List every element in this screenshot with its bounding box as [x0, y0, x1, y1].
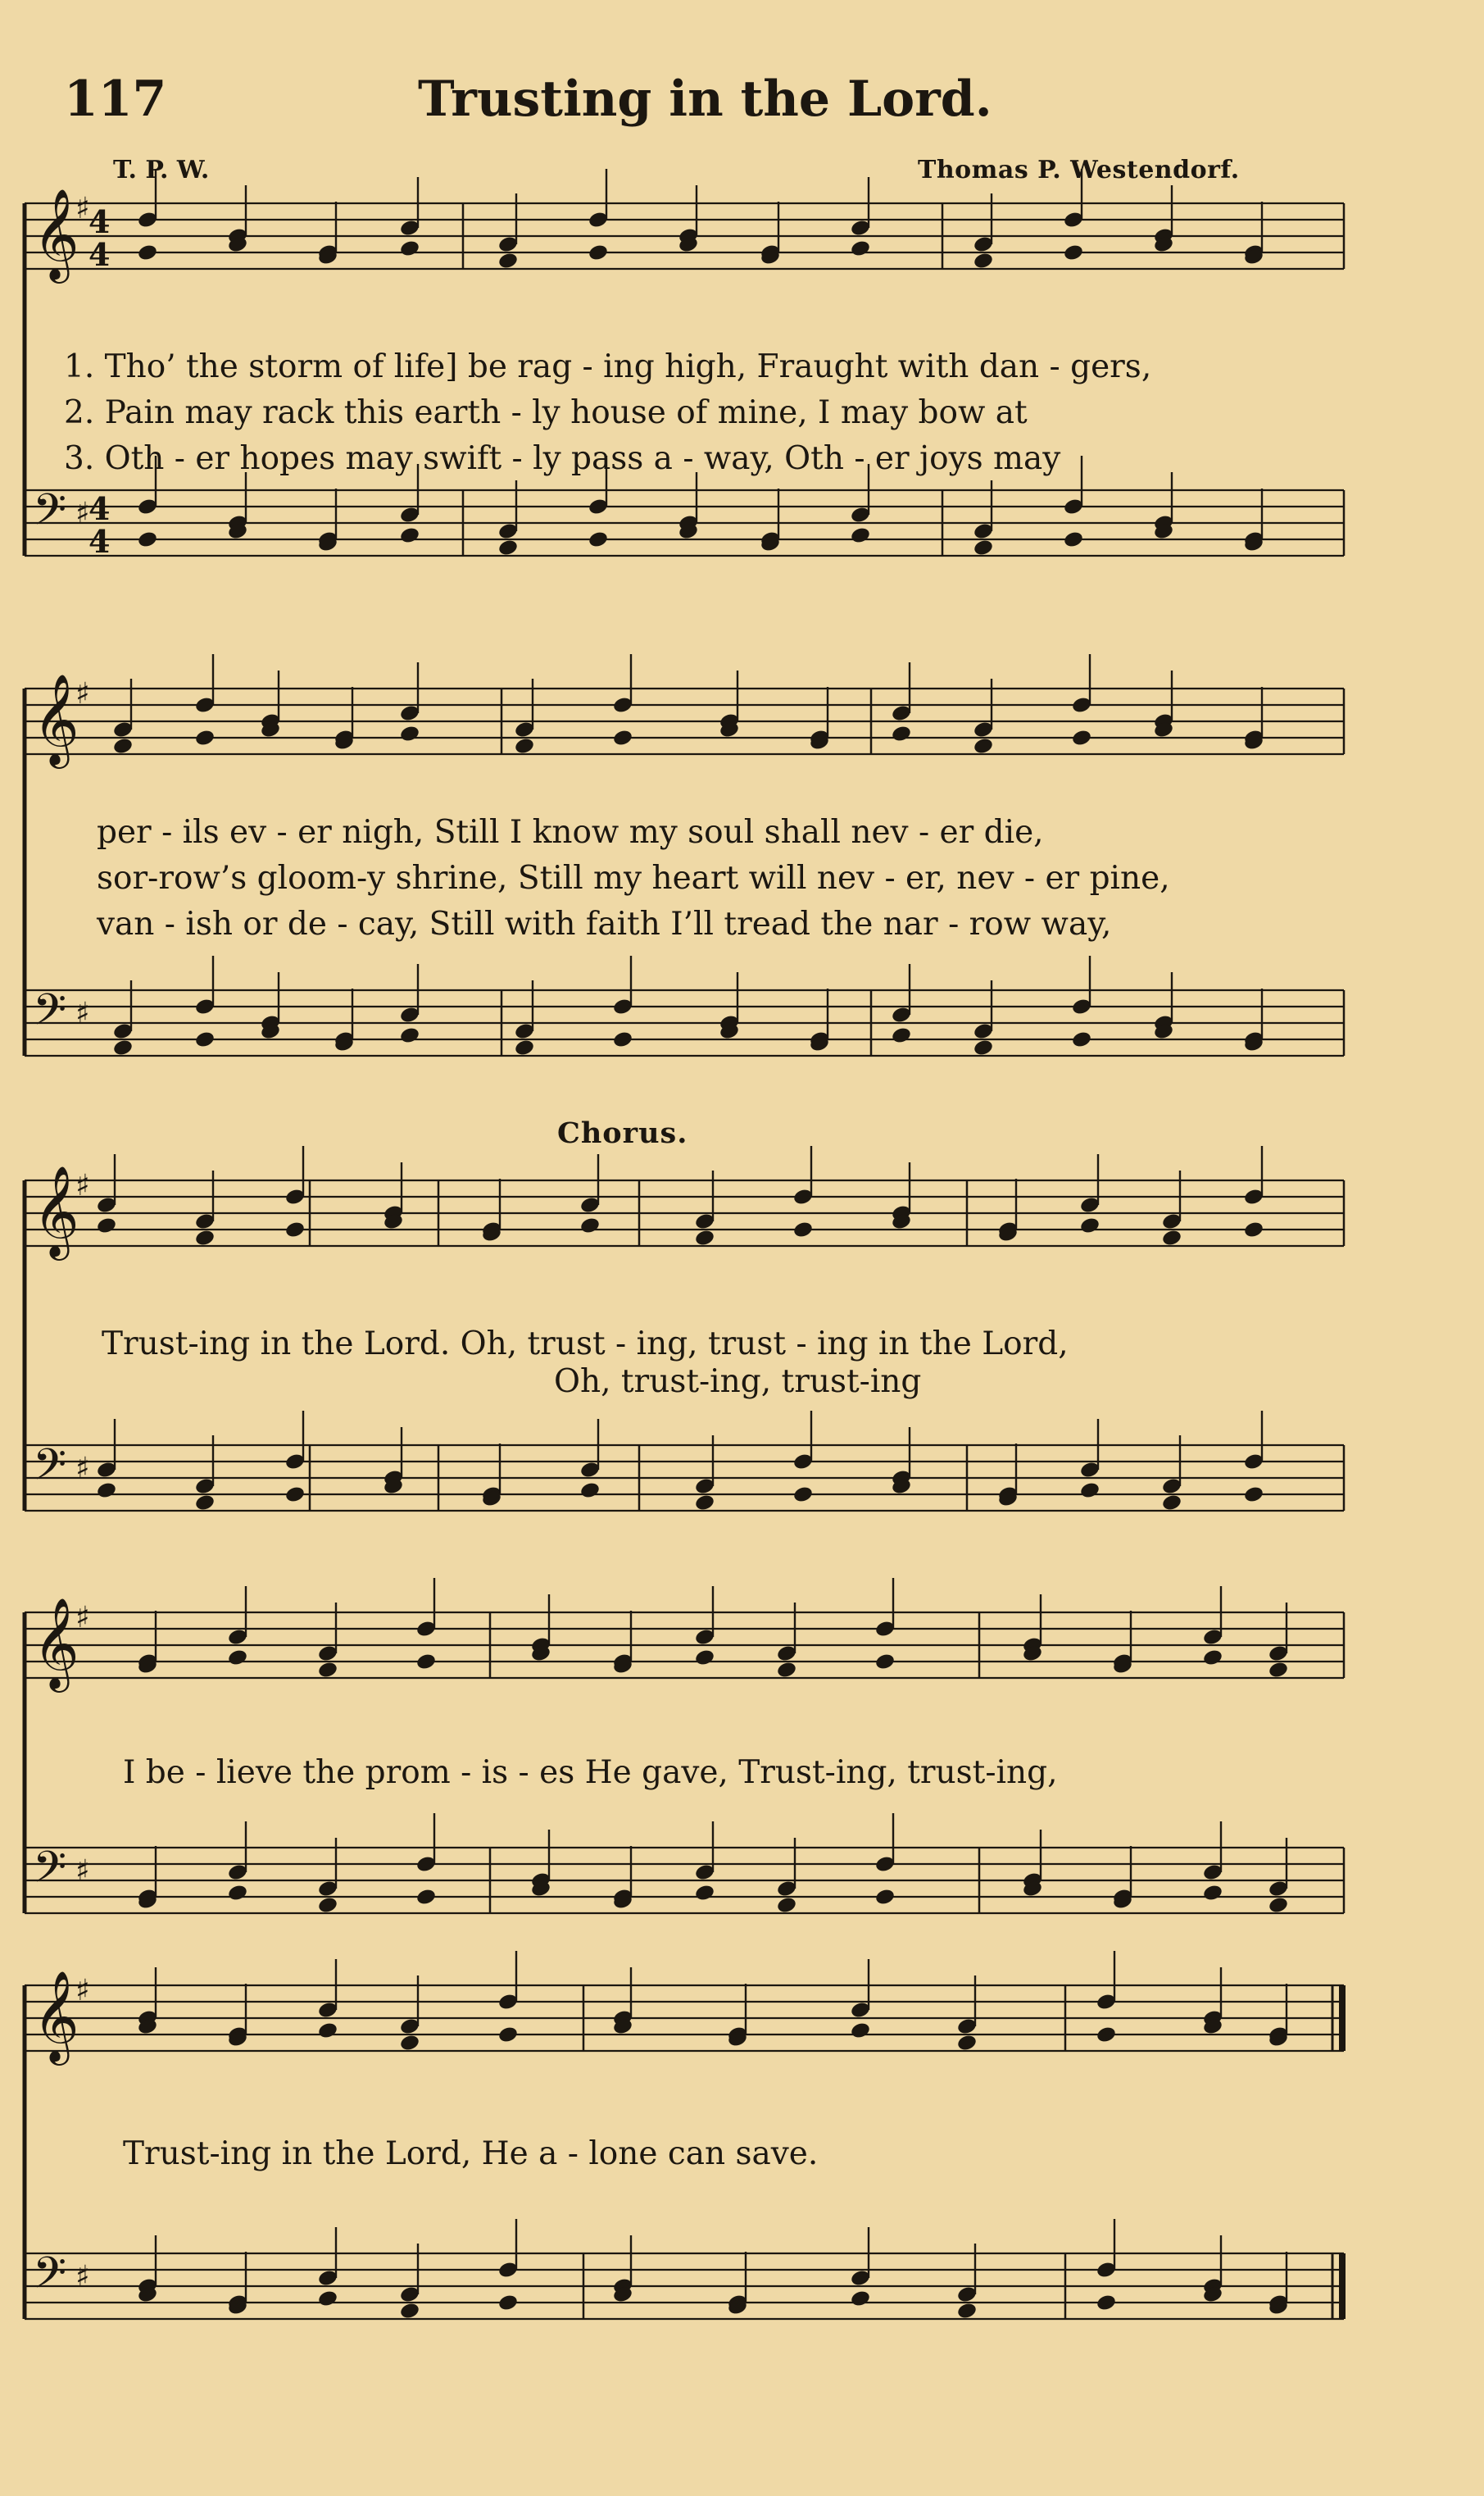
- note-head: [850, 2021, 871, 2040]
- note-head: [399, 2302, 420, 2321]
- note-head: [694, 1648, 715, 1667]
- chorus-label: Chorus.: [557, 1116, 688, 1150]
- chorus-line2: I be - lieve the prom - is - es He gave, Trust-ing, trust-ing,: [123, 1754, 1058, 1791]
- note-head: [415, 1888, 437, 1907]
- bass-clef: 𝄢: [33, 1843, 67, 1903]
- time-signature: 4: [88, 203, 111, 240]
- note-head: [1202, 1884, 1223, 1903]
- final-barline: [1339, 1985, 1346, 2051]
- note-head: [776, 1896, 797, 1915]
- note-head: [973, 539, 994, 557]
- note-head: [194, 1229, 216, 1248]
- note-head: [284, 1221, 306, 1239]
- note-head: [956, 2302, 978, 2321]
- note-head: [1071, 1030, 1092, 1049]
- verse2-line2: sor-row’s gloom-y shrine, Still my heart will nev - er, nev - er pine,: [97, 860, 1170, 897]
- note-head: [112, 1039, 134, 1057]
- note-head: [612, 1030, 633, 1049]
- note-head: [284, 1485, 306, 1504]
- key-signature-sharp: ♯: [75, 1452, 90, 1485]
- note-head: [874, 1888, 896, 1907]
- music-credit: Thomas P. Westendorf.: [918, 156, 1240, 184]
- key-signature-sharp: ♯: [75, 1169, 90, 1203]
- note-head: [891, 725, 912, 743]
- note-head: [399, 239, 420, 258]
- bass-clef: 𝄢: [33, 485, 67, 546]
- note-head: [850, 526, 871, 545]
- verse1-line2: per - ils ev - er nigh, Still I know my soul shall nev - er die,: [97, 814, 1044, 851]
- words-credit: T. P. W.: [113, 156, 210, 184]
- note-head: [612, 729, 633, 748]
- verse3-line2: van - ish or de - cay, Still with faith I’ll tread the nar - row way,: [97, 906, 1112, 943]
- hymn-number: 117: [64, 70, 167, 128]
- time-signature: 4: [88, 523, 111, 560]
- note-head: [112, 737, 134, 756]
- note-head: [1268, 1661, 1289, 1680]
- note-head: [874, 1653, 896, 1671]
- note-head: [579, 1481, 601, 1500]
- note-head: [1079, 1216, 1101, 1235]
- note-head: [694, 1229, 715, 1248]
- note-head: [1202, 1648, 1223, 1667]
- note-head: [497, 2294, 519, 2312]
- note-head: [850, 239, 871, 258]
- chorus-alto-line: Oh, trust-ing, trust-ing: [554, 1363, 922, 1400]
- bass-clef: 𝄢: [33, 2248, 67, 2309]
- note-head: [1268, 1896, 1289, 1915]
- note-head: [891, 1026, 912, 1045]
- note-head: [1096, 2294, 1117, 2312]
- key-signature-sharp: ♯: [75, 1601, 90, 1634]
- treble-clef: 𝄞: [33, 1165, 79, 1257]
- key-signature-sharp: ♯: [75, 1974, 90, 2007]
- note-head: [973, 252, 994, 271]
- key-signature-sharp: ♯: [75, 192, 90, 225]
- chorus-line3: Trust-ing in the Lord, He a - lone can save.: [123, 2135, 819, 2172]
- note-head: [317, 1661, 338, 1680]
- note-head: [514, 737, 535, 756]
- key-signature-sharp: ♯: [75, 677, 90, 711]
- note-head: [96, 1481, 117, 1500]
- note-head: [317, 2021, 338, 2040]
- final-barline: [1339, 2253, 1346, 2319]
- note-head: [399, 725, 420, 743]
- note-head: [137, 243, 158, 262]
- note-head: [227, 1648, 248, 1667]
- verse2-line1: 2. Pain may rack this earth - ly house of mine, I may bow at: [64, 394, 1028, 431]
- note-head: [137, 530, 158, 549]
- chorus-line1: Trust-ing in the Lord. Oh, trust - ing, trust - ing in the Lord,: [102, 1325, 1069, 1362]
- note-head: [1243, 1485, 1264, 1504]
- note-head: [973, 1039, 994, 1057]
- note-head: [850, 2289, 871, 2308]
- note-head: [497, 539, 519, 557]
- note-head: [956, 2034, 978, 2053]
- note-head: [399, 2034, 420, 2053]
- treble-clef: 𝄞: [33, 188, 79, 280]
- key-signature-sharp: ♯: [75, 497, 90, 530]
- note-head: [1079, 1481, 1101, 1500]
- note-head: [317, 2289, 338, 2308]
- note-head: [579, 1216, 601, 1235]
- note-head: [497, 252, 519, 271]
- bass-clef: 𝄢: [33, 985, 67, 1046]
- note-head: [1063, 243, 1084, 262]
- time-signature: 4: [88, 490, 111, 527]
- treble-clef: 𝄞: [33, 673, 79, 765]
- note-head: [399, 526, 420, 545]
- note-head: [415, 1653, 437, 1671]
- note-head: [194, 729, 216, 748]
- note-head: [1161, 1229, 1182, 1248]
- key-signature-sharp: ♯: [75, 2260, 90, 2294]
- note-head: [194, 1494, 216, 1512]
- note-head: [399, 1026, 420, 1045]
- note-head: [317, 1896, 338, 1915]
- treble-clef: 𝄞: [33, 1597, 79, 1689]
- key-signature-sharp: ♯: [75, 1854, 90, 1888]
- treble-clef: 𝄞: [33, 1970, 79, 2062]
- note-head: [497, 2025, 519, 2044]
- note-head: [694, 1494, 715, 1512]
- note-head: [1161, 1494, 1182, 1512]
- note-head: [792, 1485, 814, 1504]
- note-head: [588, 243, 609, 262]
- note-head: [588, 530, 609, 549]
- note-head: [694, 1884, 715, 1903]
- note-head: [194, 1030, 216, 1049]
- bass-clef: 𝄢: [33, 1440, 67, 1501]
- note-head: [514, 1039, 535, 1057]
- key-signature-sharp: ♯: [75, 997, 90, 1030]
- note-head: [96, 1216, 117, 1235]
- verse1-line1: 1. Tho’ the storm of life] be rag - ing high, Fraught with dan - gers,: [64, 348, 1152, 385]
- note-head: [1063, 530, 1084, 549]
- note-head: [973, 737, 994, 756]
- hymn-title: Trusting in the Lord.: [418, 70, 992, 128]
- note-head: [776, 1661, 797, 1680]
- note-head: [792, 1221, 814, 1239]
- note-head: [1096, 2025, 1117, 2044]
- note-head: [1243, 1221, 1264, 1239]
- verse3-line1: 3. Oth - er hopes may swift - ly pass a - way, Oth - er joys may: [64, 440, 1061, 477]
- note-head: [1071, 729, 1092, 748]
- time-signature: 4: [88, 236, 111, 273]
- note-head: [227, 1884, 248, 1903]
